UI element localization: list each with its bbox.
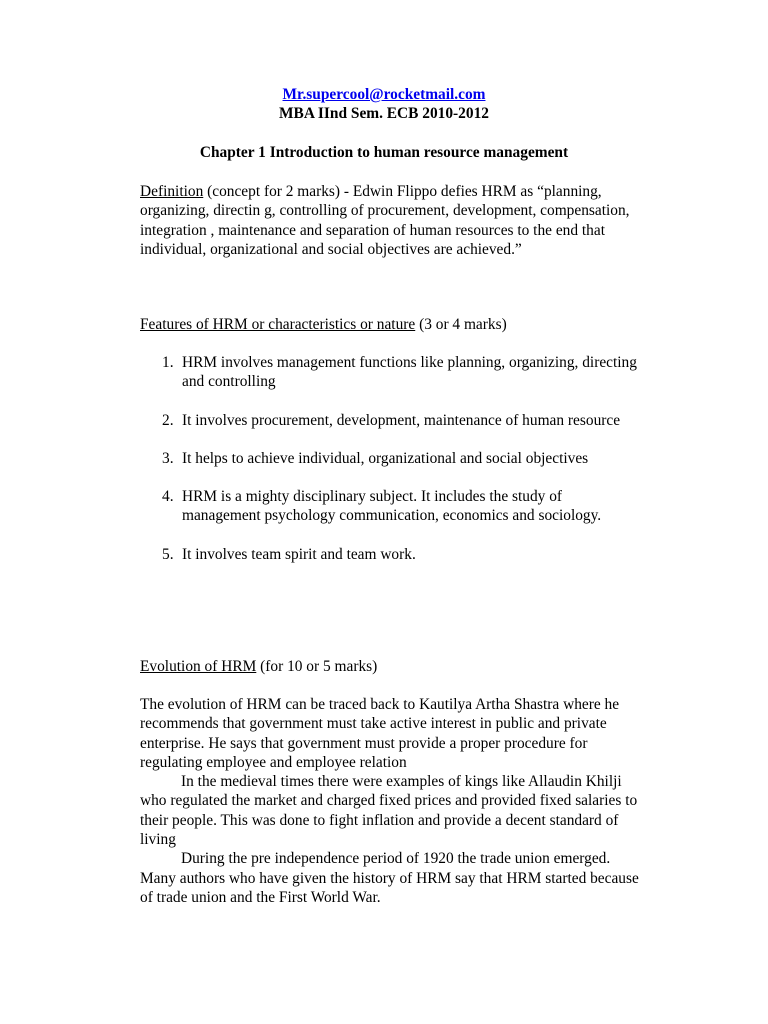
list-item — [140, 545, 640, 564]
list-item-number: 3. — [162, 449, 174, 467]
list-item-number: 5. — [162, 545, 174, 563]
evolution-paragraph: In the medieval times there were examples of kings like Allaudin Khilji who regulated the market and charged fixed prices and provided fixed salaries to their people. This was done to fight inflation and provide a decent standard of living — [140, 773, 638, 849]
features-heading-suffix: (3 or 4 marks) — [415, 316, 507, 333]
list-item — [140, 411, 640, 430]
list-item — [140, 449, 640, 468]
list-item-text: It involves team spirit and team work. — [182, 545, 416, 563]
author-email-link[interactable]: Mr.supercool@rocketmail.com — [282, 86, 486, 103]
list-item-text: HRM is a mighty disciplinary subject. It includes the study of management psychology communication, economics and sociology. — [182, 488, 602, 525]
evolution-paragraph: The evolution of HRM can be traced back to Kautilya Artha Shastra where he recommends that government must take active interest in public and private enterprise. He says that government must provide a proper procedure for regulating employee and employee relation — [140, 696, 620, 771]
list-item-number: 4. — [162, 488, 174, 506]
list-item — [140, 487, 640, 526]
definition-text: “planning, organizing, directin g, controlling of procurement, development, compensation, integration , maintenance and separation of human resources to the end that individual, organizational and social objectives are achieved.” — [140, 183, 630, 258]
features-section-heading — [140, 315, 640, 334]
evolution-paragraph: During the pre independence period of 1920 the trade union emerged. Many authors who have given the history of HRM say that HRM started because of trade union and the First World War. — [140, 850, 639, 906]
evolution-heading-suffix: (for 10 or 5 marks) — [256, 658, 378, 675]
definition-section — [140, 182, 640, 259]
evolution-body — [140, 695, 640, 907]
evolution-heading: Evolution of HRM — [140, 658, 257, 675]
list-item-number: 2. — [162, 411, 174, 429]
list-item-text: HRM involves management functions like planning, organizing, directing and controlling — [182, 354, 637, 391]
list-item-text: It involves procurement, development, maintenance of human resource — [182, 411, 621, 429]
evolution-section-heading — [140, 657, 640, 676]
list-item-number: 1. — [162, 354, 174, 371]
features-list — [140, 353, 640, 564]
list-item-text: It helps to achieve individual, organizational and social objectives — [182, 449, 589, 467]
features-heading: Features of HRM or characteristics or nature — [140, 316, 416, 333]
chapter-title: Chapter 1 Introduction to human resource management — [199, 144, 569, 161]
course-subtitle: MBA IInd Sem. ECB 2010-2012 — [279, 105, 489, 122]
list-item — [140, 353, 640, 392]
definition-heading-suffix: (concept for 2 marks) - Edwin Flippo defies HRM as — [203, 183, 534, 200]
definition-heading: Definition — [140, 183, 204, 200]
